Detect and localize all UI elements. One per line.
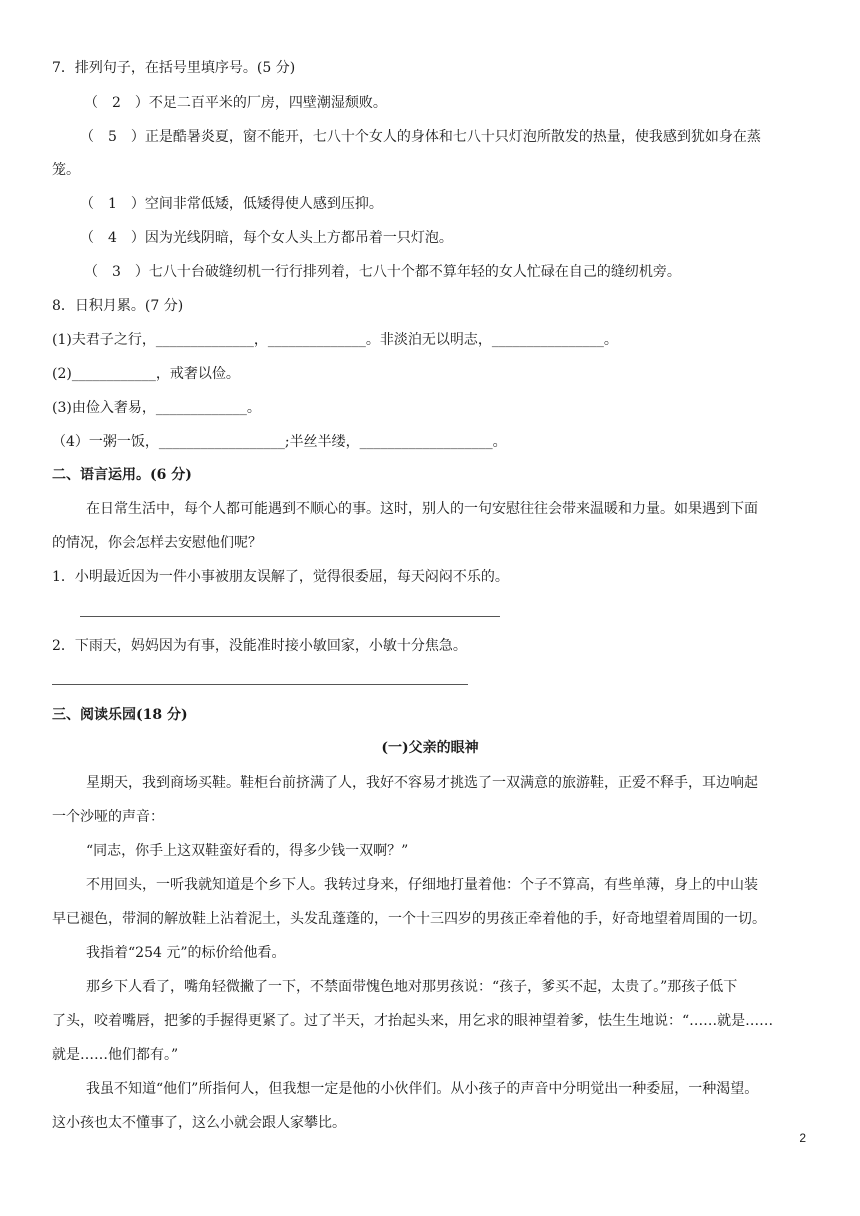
q8-item: (2)____________，戒奢以俭。 [52,366,240,382]
q7-item: （ 1 ）空间非常低矮，低矮得使人感到压抑。 [80,196,383,212]
answer-line-1[interactable] [80,616,500,617]
passage-title: (一)父亲的眼神 [381,740,479,756]
section-3-heading: 三、阅读乐园(18 分) [52,707,188,723]
passage-paragraph: 了头，咬着嘴唇，把爹的手握得更紧了。过了半天，才抬起头来，用乞求的眼神望着爹，怯生生地说：“……就是…… [52,1013,774,1029]
passage-paragraph: 就是……他们都有。” [52,1047,179,1063]
passage-paragraph: 一个沙哑的声音： [52,809,164,825]
q8-item: (1)夫君子之行，______________，______________。非淡泊无以明志，________________。 [52,332,618,348]
section-2-heading: 二、语言运用。(6 分) [52,467,192,483]
section-2-question-1: 1．小明最近因为一件小事被朋友误解了，觉得很委屈，每天闷闷不乐的。 [52,569,509,585]
q7-item-continuation: 笼。 [52,162,80,178]
passage-paragraph: 这小孩也太不懂事了，这么小就会跟人家攀比。 [52,1115,346,1131]
passage-paragraph: 我虽不知道“他们”所指何人，但我想一定是他的小伙伴们。从小孩子的声音中分明觉出一种委屈，一种渴望。 [86,1081,759,1097]
section-2-intro: 的情况，你会怎样去安慰他们呢？ [52,535,262,551]
q7-item: （ 5 ）正是酷暑炎夏，窗不能开，七八十个女人的身体和七八十只灯泡所散发的热量，使我感到犹如身在蒸 [80,129,761,145]
q8-heading: 8．日积月累。(7 分) [52,298,184,314]
page-number: 2 [799,1131,806,1145]
passage-paragraph: “同志，你手上这双鞋蛮好看的，得多少钱一双啊？” [86,843,409,859]
q7-item: （ 4 ）因为光线阴暗，每个女人头上方都吊着一只灯泡。 [80,230,453,246]
q7-heading: 7．排列句子，在括号里填序号。(5 分) [52,60,296,76]
passage-paragraph: 不用回头，一听我就知道是个乡下人。我转过身来，仔细地打量着他：个子不算高，有些单薄，身上的中山装 [86,877,758,893]
q8-item: （4）一粥一饭，__________________;半丝半缕，___________________。 [52,434,507,450]
q8-item: (3)由俭入奢易，_____________。 [52,400,261,416]
section-2-question-2: 2．下雨天，妈妈因为有事，没能准时接小敏回家，小敏十分焦急。 [52,638,467,654]
q7-item: （ 3 ）七八十台破缝纫机一行行排列着，七八十个都不算年轻的女人忙碌在自己的缝纫机旁。 [84,264,681,280]
q7-item: （ 2 ）不足二百平米的厂房，四壁潮湿颓败。 [84,95,387,111]
section-2-intro: 在日常生活中，每个人都可能遇到不顺心的事。这时，别人的一句安慰往往会带来温暖和力量。如果遇到下面 [86,501,758,517]
passage-paragraph: 早已褪色，带洞的解放鞋上沾着泥土，头发乱蓬蓬的，一个十三四岁的男孩正牵着他的手，好奇地望着周围的一切。 [52,911,766,927]
answer-line-2[interactable] [52,684,468,685]
passage-paragraph: 那乡下人看了，嘴角轻微撇了一下，不禁面带愧色地对那男孩说：“孩子，爹买不起，太贵了。”那孩子低下 [86,979,738,995]
passage-paragraph: 星期天，我到商场买鞋。鞋柜台前挤满了人，我好不容易才挑选了一双满意的旅游鞋，正爱不释手，耳边响起 [86,775,758,791]
passage-paragraph: 我指着“254 元”的标价给他看。 [86,945,286,961]
